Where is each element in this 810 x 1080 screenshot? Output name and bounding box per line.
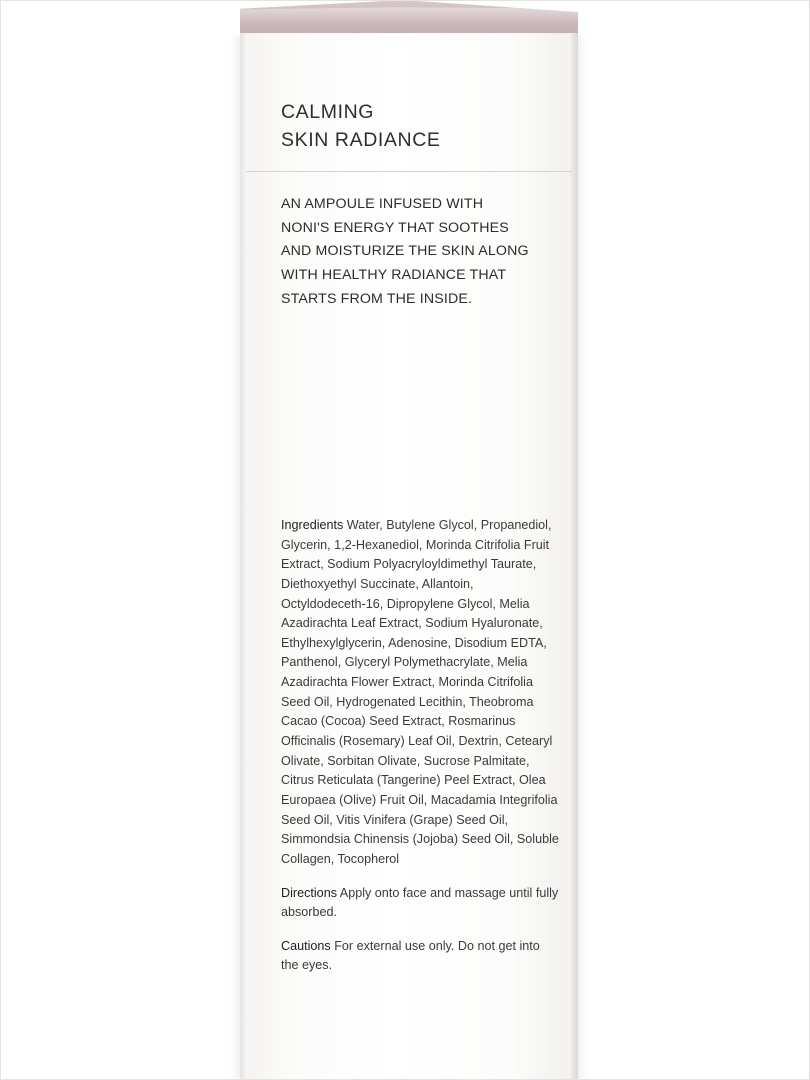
carton-fold-left (240, 33, 248, 1080)
ingredients-label: Ingredients (281, 518, 344, 532)
ingredients-text: Water, Butylene Glycol, Propanediol, Glycerin, 1,2-Hexanediol, Morinda Citrifolia Fruit Extract, Sodium Polyacryloyldimethyl Taurate, Diethoxyethyl Succinate, Allantoin, Octyldodeceth-16, Dipropylene Glycol, Melia Azadirachta Leaf Extract, Sodium Hyaluronate, Ethylhexylglycerin, Adenosine, Disodium EDTA, Panthenol, Glyceryl Polymethacrylate, Melia Azadirachta Flower Extract, Morinda Citrifolia Seed Oil, Hydrogenated Lecithin, Theobroma Cacao (Cocoa) Seed Extract, Rosmarinus Officinalis (Rosemary) Leaf Oil, Dextrin, Cetearyl Olivate, Sorbitan Olivate, Sucrose Palmitate, Citrus Reticulata (Tangerine) Peel Extract, Olea Europaea (Olive) Fruit Oil, Macadamia Integrifolia Seed Oil, Vitis Vinifera (Grape) Seed Oil, Simmondsia Chinensis (Jojoba) Seed Oil, Soluble Collagen, Tocopherol (281, 518, 559, 866)
product-description-line-1: AN AMPOULE INFUSED WITH (281, 196, 484, 212)
carton-fold-right (568, 33, 578, 1080)
cautions-text: For external use only. Do not get into the eyes. (281, 938, 540, 973)
cautions-label: Cautions (281, 938, 331, 953)
cap-highlight (240, 7, 578, 23)
product-description-line-4: WITH HEALTHY RADIANCE THAT (281, 267, 507, 284)
package-fineprint (281, 516, 559, 976)
product-description-line-2: NONI'S ENERGY THAT SOOTHES (281, 219, 509, 236)
product-description-line-5: STARTS FROM THE INSIDE. (281, 290, 473, 307)
product-title-line-2: SKIN RADIANCE (281, 128, 441, 151)
directions-block (281, 884, 559, 923)
ingredients-block (281, 516, 559, 870)
title-divider (246, 171, 572, 172)
directions-label: Directions (281, 885, 337, 900)
cautions-block (281, 937, 559, 976)
product-title (281, 99, 551, 154)
directions-text: Apply onto face and massage until fully absorbed. (281, 885, 559, 920)
product-description (281, 193, 553, 312)
product-description-line-3: AND MOISTURIZE THE SKIN ALONG (281, 243, 529, 260)
product-title-line-1: CALMING (281, 101, 375, 123)
